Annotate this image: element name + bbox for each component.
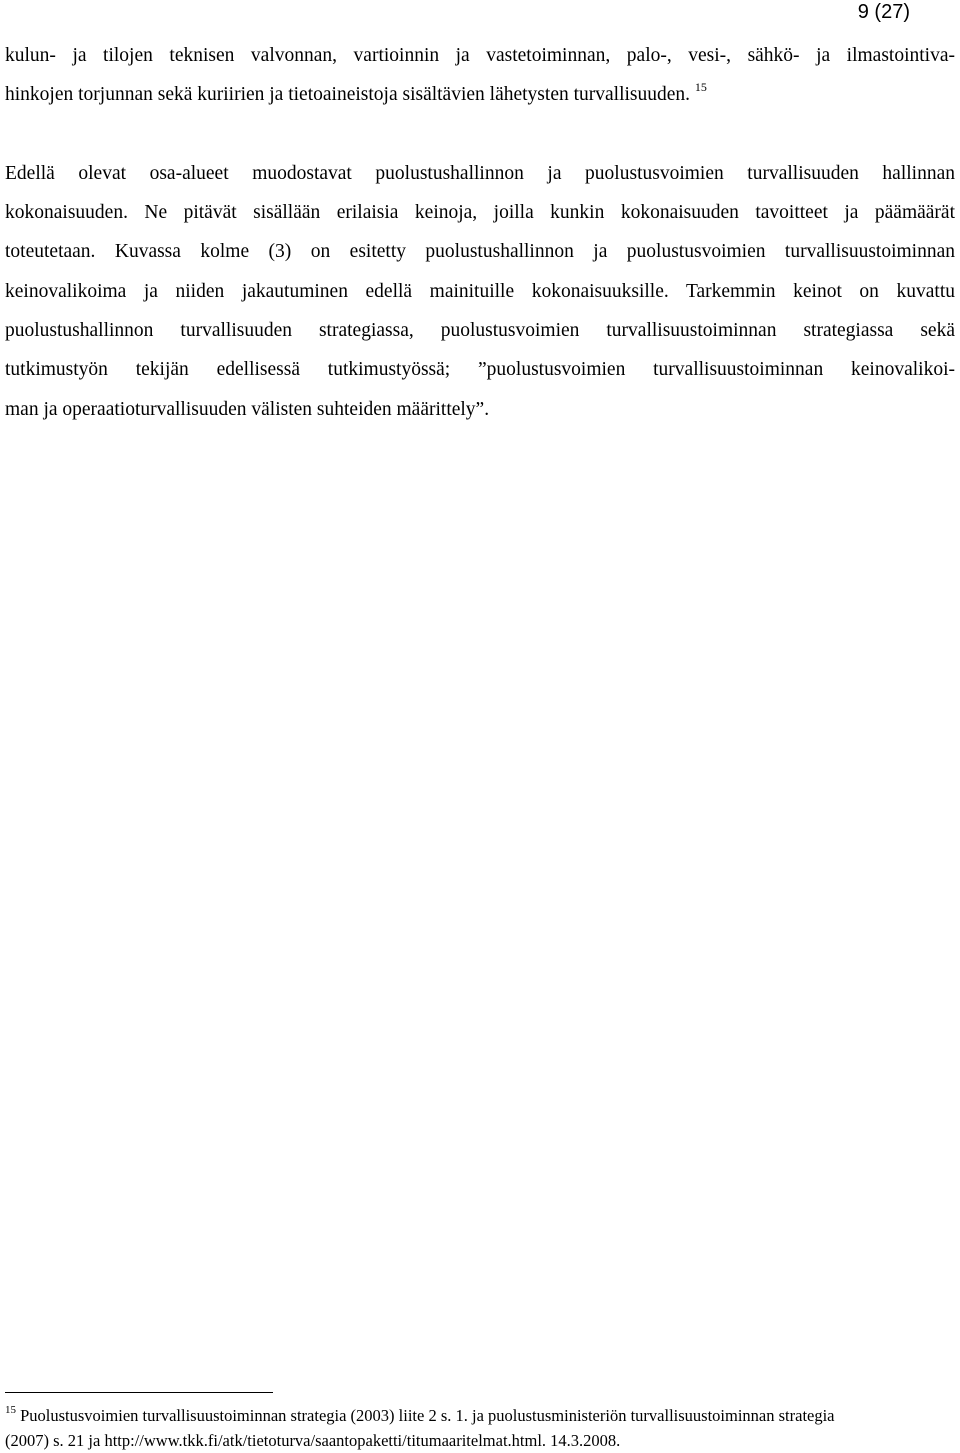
paragraph-line-text: hinkojen torjunnan sekä kuriirien ja tietoaineistoja sisältävien lähetysten turvallisuuden. <box>5 84 691 106</box>
paragraph-line: tutkimustyön tekijän edellisessä tutkimustyössä; ”puolustusvoimien turvallisuustoiminnan keinovalikoi- <box>5 359 955 381</box>
paragraph-2 <box>5 154 955 429</box>
page-number: 9 (27) <box>857 1 910 23</box>
body-text <box>5 36 955 429</box>
footnote-text: Puolustusvoimien turvallisuustoiminnan strategia (2003) liite 2 s. 1. ja puolustusministeriön turvallisuustoiminnan strategia <box>20 1406 835 1425</box>
paragraph-line: toteutetaan. Kuvassa kolme (3) on esitetty puolustushallinnon ja puolustusvoimien turvallisuustoiminnan <box>5 241 955 263</box>
footnote-number: 15 <box>5 1404 16 1416</box>
paragraph-1 <box>5 36 955 115</box>
footnote-line <box>5 1403 955 1428</box>
paragraph-line: Edellä olevat osa-alueet muodostavat puolustushallinnon ja puolustusvoimien turvallisuuden hallinnan <box>5 162 955 184</box>
footnote-divider <box>5 1392 273 1393</box>
paragraph-line: kulun- ja tilojen teknisen valvonnan, vartioinnin ja vastetoiminnan, palo-, vesi-, sähkö- ja ilmastointiva- <box>5 45 955 66</box>
footnote-text[interactable]: (2007) s. 21 ja http://www.tkk.fi/atk/tietoturva/saantopaketti/titumaaritelmat.html. 14.3.2008. <box>5 1431 621 1450</box>
footnote-line <box>5 1428 955 1453</box>
paragraph-line: keinovalikoima ja niiden jakautuminen edellä mainituille kokonaisuuksille. Tarkemmin keinot on kuvattu <box>5 280 955 302</box>
paragraph-line: puolustushallinnon turvallisuuden strategiassa, puolustusvoimien turvallisuustoiminnan strategiassa sekä <box>5 320 955 342</box>
paragraph-line: kokonaisuuden. Ne pitävät sisällään erilaisia keinoja, joilla kunkin kokonaisuuden tavoitteet ja päämäärät <box>5 202 955 224</box>
footnote <box>5 1403 955 1453</box>
footnote-reference[interactable]: 15 <box>694 80 707 95</box>
paragraph-line: man ja operaatioturvallisuuden välisten suhteiden määrittely”. <box>5 398 490 420</box>
paragraph-line-with-footnote <box>5 75 955 114</box>
